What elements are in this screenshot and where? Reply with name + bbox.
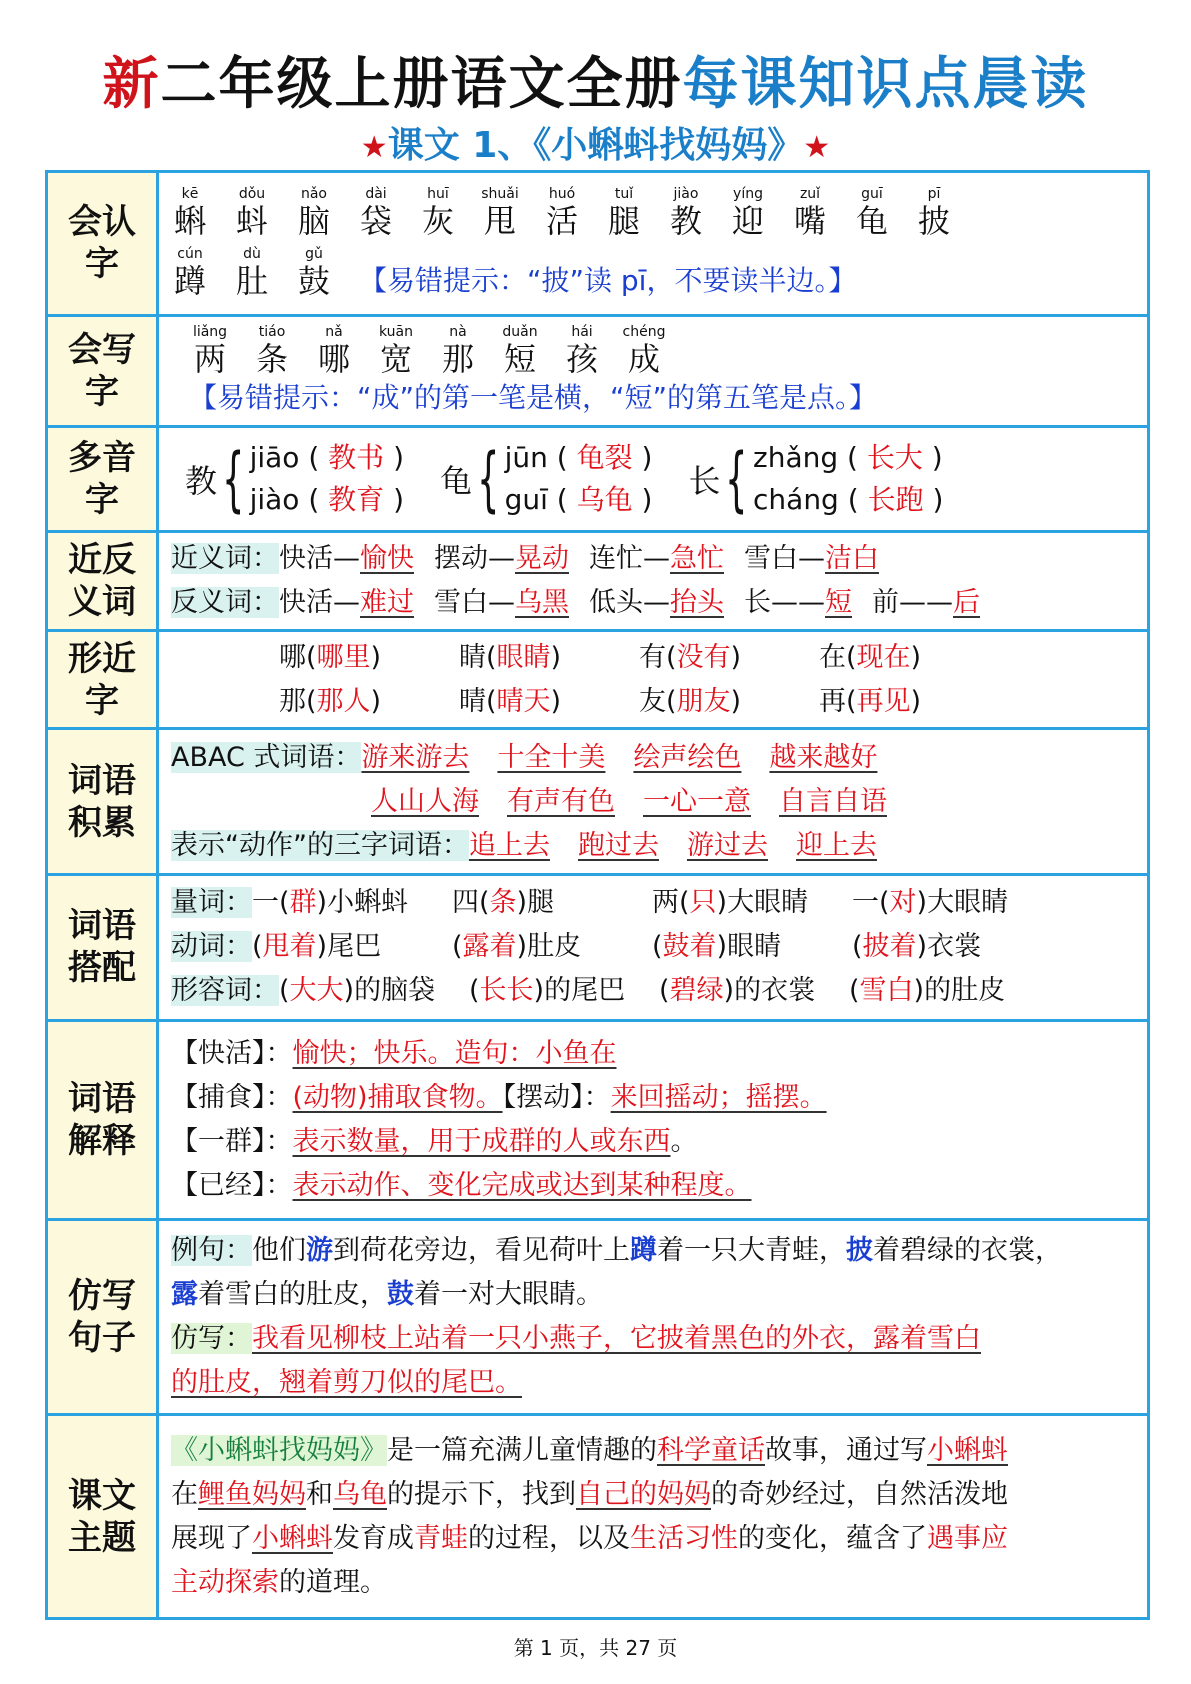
collocation-tail: )眼睛 (716, 931, 782, 963)
explain-line: 【一群】：表示数量，用于成群的人或东西。 (171, 1126, 698, 1158)
collocation-item (279, 969, 469, 1013)
reading: jiāo (249, 441, 300, 475)
answer-word: 只 (689, 887, 717, 919)
hanzi: 成 (627, 339, 660, 378)
paren: ) (923, 483, 944, 517)
collocation-item (252, 881, 452, 925)
pinyin: kē (181, 186, 199, 203)
row-imitate (47, 1220, 1149, 1415)
explain-line: 【快活】：愉快；快乐。造句：小鱼在 (171, 1038, 617, 1070)
paren: ) (384, 441, 404, 475)
brace-icon: { (725, 438, 748, 521)
explain-line: 【已经】：表示动作、变化完成或达到某种程度。 (171, 1170, 752, 1202)
paren: ) (632, 441, 653, 475)
pinyin-char (655, 186, 717, 240)
pinyin-char (489, 324, 551, 378)
row-label: 会认字 (47, 172, 158, 316)
bracket: 四( (452, 887, 490, 919)
hanzi: 肚 (235, 262, 268, 301)
similar-word: 现在 (856, 641, 911, 673)
hanzi: 教 (669, 202, 702, 241)
similar-line (279, 636, 1147, 680)
hanzi: 活 (545, 202, 578, 241)
collocation-tail: )衣裳 (916, 931, 982, 963)
similar-word: 眼睛 (496, 641, 551, 673)
similar-char: 晴 (459, 685, 486, 717)
reading-line (250, 437, 404, 479)
similar-item (279, 680, 459, 724)
collocation-item (849, 969, 1039, 1013)
error-tip: 【易错提示：“成”的第一笔是横，“短”的第五笔是点。】 (189, 380, 878, 414)
row-label: 词语积累 (47, 729, 158, 875)
hanzi: 蹲 (173, 262, 206, 301)
write-content (158, 315, 1149, 426)
pinyin-char-row (159, 246, 1147, 300)
collocation-tail: )尾巴 (316, 931, 382, 963)
collocation-item (252, 925, 452, 969)
paren: ) (922, 441, 943, 475)
answer-word: 迎上去 (795, 829, 877, 861)
collocation-tail: )肚皮 (516, 931, 582, 963)
hanzi: 蝌 (173, 202, 206, 241)
reading-word: 龟裂 (576, 441, 633, 475)
similar-line (279, 680, 1147, 724)
collocation-tail: )腿 (516, 887, 555, 919)
similar-char: 再 (819, 685, 846, 717)
pinyin: chéng (622, 323, 666, 340)
answer-word: 雪白 (859, 975, 914, 1007)
pinyin-char (593, 186, 655, 240)
answer-word: 十全十美 (497, 741, 606, 773)
pinyin-char (779, 186, 841, 240)
paren: ( (666, 641, 677, 673)
answer-word: 游来游去 (361, 741, 470, 773)
pinyin: nǎo (300, 186, 328, 203)
collocation-tail: )的尾巴 (533, 975, 626, 1007)
pinyin: jiào (673, 186, 699, 203)
pinyin: dù (243, 246, 261, 263)
answer-word: 自言自语 (779, 785, 887, 817)
collocation-item (469, 969, 659, 1013)
reading: jiào (249, 483, 300, 517)
pinyin: dài (365, 186, 387, 203)
reading-line (505, 437, 653, 479)
polyphone-char: 龟 (440, 462, 473, 501)
reading-word: 乌龟 (576, 483, 633, 517)
reading: cháng (753, 483, 839, 517)
verb-word-line: 动词：(甩着)尾巴 (露着)肚皮 (鼓着)眼睛 (披着)衣裳 (171, 925, 1147, 969)
paren: ( (486, 641, 497, 673)
paren: ) (384, 483, 404, 517)
verb-line: 表示“动作”的三字词语：追上去 跑过去 游过去 迎上去 (171, 829, 877, 861)
theme-line: 主动探索的道理。 (171, 1566, 387, 1598)
paren: ( (486, 685, 497, 717)
paren: ( (838, 441, 867, 475)
paren: ) (910, 685, 922, 717)
row-label: 多音字 (47, 427, 158, 532)
bracket: ( (252, 931, 263, 963)
similar-item (279, 636, 459, 680)
bracket: ( (452, 931, 463, 963)
row-polyphone (47, 427, 1149, 532)
answer-word: 越来越好 (769, 741, 878, 773)
pinyin: dǒu (238, 186, 266, 203)
word-pair: 前—— (872, 586, 953, 618)
answer-word: 甩着 (262, 931, 317, 963)
row-recognize (47, 172, 1149, 316)
bracket: 两( (652, 887, 690, 919)
similar-item (639, 636, 819, 680)
word-pair: 雪白— (434, 586, 515, 618)
theme-line: 《小蝌蚪找妈妈》是一篇充满儿童情趣的科学童话故事，通过写小蝌蚪 (171, 1434, 1008, 1466)
bracket: 一( (252, 887, 290, 919)
similar-item (639, 680, 819, 724)
word-pair: 连忙— (589, 542, 670, 574)
word-pair: 快活— (279, 542, 360, 574)
similar-item (819, 636, 999, 680)
title-part-new: 新 (102, 52, 161, 117)
pinyin-char (551, 324, 613, 378)
pinyin-char (159, 246, 221, 300)
pinyin-char (345, 186, 407, 240)
row-label: 形近字 (47, 630, 158, 729)
reading-line (250, 479, 404, 521)
match-content (158, 875, 1149, 1021)
recognize-content (158, 172, 1149, 316)
imitation-line: 的肚皮，翘着剪刀似的尾巴。 (171, 1367, 522, 1399)
polyphone-char: 长 (688, 462, 721, 501)
paren: ( (838, 483, 868, 517)
bracket: ( (652, 931, 663, 963)
similar-char: 友 (639, 685, 666, 717)
pinyin: yíng (733, 186, 763, 203)
answer-word: 披着 (862, 931, 917, 963)
page-footer: 第 1 页，共 27 页 (513, 1636, 678, 1660)
paren: ( (306, 685, 317, 717)
pinyin: huī (427, 186, 449, 203)
similar-word: 哪里 (316, 641, 371, 673)
row-label: 课文主题 (47, 1415, 158, 1619)
answer-word: 后 (953, 586, 980, 618)
similar-word: 那人 (316, 685, 371, 717)
imitate-content (158, 1220, 1149, 1415)
bracket: ( (659, 975, 670, 1007)
row-synonym (47, 532, 1149, 631)
answer-word: 碧绿 (669, 975, 724, 1007)
paren: ) (910, 641, 922, 673)
word-pair: 低头— (589, 586, 670, 618)
antonym-line: 反义词：快活—难过 雪白—乌黑 低头—抬头 长——短 前——后 (171, 586, 980, 618)
pinyin: guī (861, 186, 883, 203)
similar-char: 睛 (459, 641, 486, 673)
answer-word: 大大 (289, 975, 344, 1007)
answer-word: 条 (489, 887, 517, 919)
pinyin-char (903, 186, 965, 240)
pinyin: liǎng (192, 323, 228, 340)
brace-icon: { (477, 438, 500, 521)
similar-char: 哪 (279, 641, 306, 673)
pinyin: nǎ (325, 323, 343, 340)
answer-word: 露着 (462, 931, 517, 963)
pinyin-char (365, 324, 427, 378)
abac-line (171, 780, 1147, 824)
pinyin-char-row (159, 186, 1147, 240)
answer-word: 短 (825, 586, 852, 618)
pinyin-char (303, 324, 365, 378)
pinyin: tiáo (258, 323, 286, 340)
pinyin: cún (177, 246, 203, 263)
answer-word: 抬头 (670, 586, 724, 618)
similar-char: 有 (639, 641, 666, 673)
polyphone-readings (250, 437, 404, 521)
explain-line: 【捕食】：(动物)捕取食物。【摆动】：来回摇动；摇摆。 (171, 1082, 827, 1114)
hanzi: 蚪 (235, 202, 268, 241)
reading-line (753, 479, 943, 521)
row-explain (47, 1020, 1149, 1219)
bracket: ( (852, 931, 863, 963)
hanzi: 龟 (855, 202, 888, 241)
polyphone-readings (753, 437, 943, 521)
pinyin-char (283, 186, 345, 240)
word-pair: 摆动— (434, 542, 515, 574)
hanzi: 袋 (359, 202, 392, 241)
pinyin-char (469, 186, 531, 240)
paren: ) (370, 641, 382, 673)
reading-word: 教书 (328, 441, 385, 475)
row-label: 近反义词 (47, 532, 158, 631)
accumulate-content (158, 729, 1149, 875)
bracket: 一( (852, 887, 890, 919)
pinyin: pī (927, 186, 941, 203)
knowledge-table (45, 170, 1150, 1620)
example-line: 例句：他们游到荷花旁边，看见荷叶上蹲着一只大青蛙，披着碧绿的衣裳， (171, 1235, 1062, 1267)
imitation-line: 仿写：我看见柳枝上站着一只小燕子，它披着黑色的外衣，露着雪白 (171, 1323, 981, 1355)
similar-item (459, 680, 639, 724)
pinyin-char (159, 186, 221, 240)
theme-line: 在鲤鱼妈妈和乌龟的提示下，找到自己的妈妈的奇妙经过，自然活泼地 (171, 1478, 1008, 1510)
similar-char: 那 (279, 685, 306, 717)
hanzi: 甩 (483, 202, 516, 241)
polyphone-item (185, 437, 404, 521)
answer-word: 人山人海 (371, 785, 479, 817)
bracket: ( (279, 975, 290, 1007)
hanzi: 那 (441, 339, 474, 378)
synonym-line: 近义词：快活—愉快 摆动—晃动 连忙—急忙 雪白—洁白 (171, 542, 879, 574)
bracket: ( (469, 975, 480, 1007)
answer-word: 群 (289, 887, 317, 919)
collocation-item (659, 969, 849, 1013)
row-write (47, 315, 1149, 426)
pinyin-char (613, 324, 675, 378)
row-match (47, 875, 1149, 1021)
paren: ( (299, 441, 329, 475)
title-part-read: 每课知识点晨读 (682, 52, 1089, 117)
collocation-item (652, 881, 852, 925)
paren: ( (846, 641, 857, 673)
page-title (0, 50, 1191, 120)
similar-item (459, 636, 639, 680)
similar-word: 没有 (676, 641, 731, 673)
collocation-tail: )的肚皮 (913, 975, 1006, 1007)
hanzi: 鼓 (297, 262, 330, 301)
hanzi: 披 (917, 202, 950, 241)
hanzi: 两 (193, 339, 226, 378)
pinyin-char (427, 324, 489, 378)
similar-word: 晴天 (496, 685, 551, 717)
paren: ) (632, 483, 653, 517)
paren: ( (846, 685, 857, 717)
polyphone-item (440, 437, 652, 521)
hanzi: 脑 (297, 202, 330, 241)
pinyin: nà (449, 323, 467, 340)
example-line: 露着雪白的肚皮，鼓着一对大眼睛。 (171, 1279, 603, 1311)
polyphone-item (688, 437, 943, 521)
bracket: ( (849, 975, 860, 1007)
row-label: 词语搭配 (47, 875, 158, 1021)
paren: ( (299, 483, 329, 517)
answer-word: 洁白 (825, 542, 879, 574)
row-similar (47, 630, 1149, 729)
polyphone-content (158, 427, 1149, 532)
similar-char: 在 (819, 641, 846, 673)
paren: ( (547, 441, 577, 475)
collocation-item (452, 881, 652, 925)
answer-word: 乌黑 (515, 586, 569, 618)
explain-content (158, 1020, 1149, 1219)
pinyin: huó (548, 186, 576, 203)
lesson-title: 课文 1、《小蝌蚪找妈妈》 (387, 125, 804, 166)
reading-word: 教育 (328, 483, 385, 517)
collocation-item (652, 925, 852, 969)
collocation-tail: )的脑袋 (343, 975, 436, 1007)
reading: jūn (504, 441, 548, 475)
answer-word: 一心一意 (643, 785, 751, 817)
lesson-subtitle (0, 122, 1191, 172)
pinyin-char (179, 324, 241, 378)
answer-word: 难过 (360, 586, 414, 618)
paren: ) (730, 685, 742, 717)
hanzi: 哪 (317, 339, 350, 378)
collocation-item (852, 925, 1052, 969)
row-accumulate (47, 729, 1149, 875)
pinyin-char (841, 186, 903, 240)
star-icon: ★ (360, 130, 388, 165)
pinyin-char (717, 186, 779, 240)
reading-word: 长跑 (867, 483, 924, 517)
collocation-tail: )大眼睛 (716, 887, 809, 919)
measure-word-line: 量词：一(群)小蝌蚪 四(条)腿 两(只)大眼睛 一(对)大眼睛 (171, 881, 1147, 925)
hanzi: 迎 (731, 202, 764, 241)
answer-word: 晃动 (515, 542, 569, 574)
paren: ( (547, 483, 577, 517)
answer-word: 有声有色 (507, 785, 615, 817)
pinyin-char (407, 186, 469, 240)
answer-word: 鼓着 (662, 931, 717, 963)
collocation-tail: )大眼睛 (916, 887, 1009, 919)
similar-item (819, 680, 999, 724)
similar-content (158, 630, 1149, 729)
answer-word: 对 (889, 887, 917, 919)
title-part-grade: 二年级上册语文全册 (160, 52, 683, 117)
abac-line: ABAC 式词语：游来游去 十全十美 绘声绘色 越来越好 (171, 741, 878, 773)
theme-content (158, 1415, 1149, 1619)
pinyin: tuǐ (614, 186, 634, 203)
hanzi: 孩 (565, 339, 598, 378)
similar-word: 朋友 (676, 685, 731, 717)
answer-word: 跑过去 (577, 829, 659, 861)
pinyin-char (221, 246, 283, 300)
star-icon: ★ (803, 130, 831, 165)
theme-line: 展现了小蝌蚪发育成青蛙的过程，以及生活习性的变化，蕴含了遇事应 (171, 1522, 1008, 1554)
row-label: 会写字 (47, 315, 158, 426)
brace-icon: { (222, 438, 245, 521)
word-pair: 快活— (279, 586, 360, 618)
answer-word: 急忙 (670, 542, 724, 574)
paren: ) (550, 641, 562, 673)
pinyin: gǔ (305, 246, 323, 263)
polyphone-char: 教 (185, 462, 218, 501)
paren: ( (306, 641, 317, 673)
reading: zhǎng (753, 441, 839, 475)
answer-word: 游过去 (686, 829, 768, 861)
row-theme (47, 1415, 1149, 1619)
synonym-content (158, 532, 1149, 631)
reading: guī (504, 483, 548, 517)
paren: ( (666, 685, 677, 717)
word-pair: 长—— (744, 586, 825, 618)
reading-line (505, 479, 653, 521)
pinyin: zuǐ (799, 186, 821, 203)
hanzi: 宽 (379, 339, 412, 378)
collocation-item (852, 881, 1052, 925)
answer-word: 长长 (479, 975, 534, 1007)
polyphone-readings (505, 437, 653, 521)
pinyin-char (241, 324, 303, 378)
answer-word: 追上去 (468, 829, 550, 861)
similar-word: 再见 (856, 685, 911, 717)
hanzi: 嘴 (793, 202, 826, 241)
row-label: 仿写句子 (47, 1220, 158, 1415)
hanzi: 条 (255, 339, 288, 378)
hanzi: 腿 (607, 202, 640, 241)
answer-word: 愉快 (360, 542, 414, 574)
hanzi: 短 (503, 339, 536, 378)
pinyin: duǎn (502, 323, 538, 340)
reading-word: 长大 (866, 441, 923, 475)
reading-line (753, 437, 943, 479)
hanzi: 灰 (421, 202, 454, 241)
pinyin-char (531, 186, 593, 240)
row-label: 词语解释 (47, 1020, 158, 1219)
pinyin-char (283, 246, 345, 300)
pinyin-char (221, 186, 283, 240)
collocation-item (452, 925, 652, 969)
pinyin: kuān (378, 323, 413, 340)
pinyin-char-row (179, 324, 1147, 378)
paren: ) (370, 685, 382, 717)
paren: ) (550, 685, 562, 717)
error-tip: 【易错提示：“披”读 pī，不要读半边。】 (359, 264, 857, 298)
adjective-line: 形容词：(大大)的脑袋 (长长)的尾巴 (碧绿)的衣裳 (雪白)的肚皮 (171, 969, 1147, 1013)
answer-word: 绘声绘色 (633, 741, 742, 773)
pinyin: hái (571, 323, 593, 340)
collocation-tail: )小蝌蚪 (316, 887, 409, 919)
pinyin: shuǎi (481, 186, 519, 203)
collocation-tail: )的衣裳 (723, 975, 816, 1007)
paren: ) (730, 641, 742, 673)
word-pair: 雪白— (744, 542, 825, 574)
